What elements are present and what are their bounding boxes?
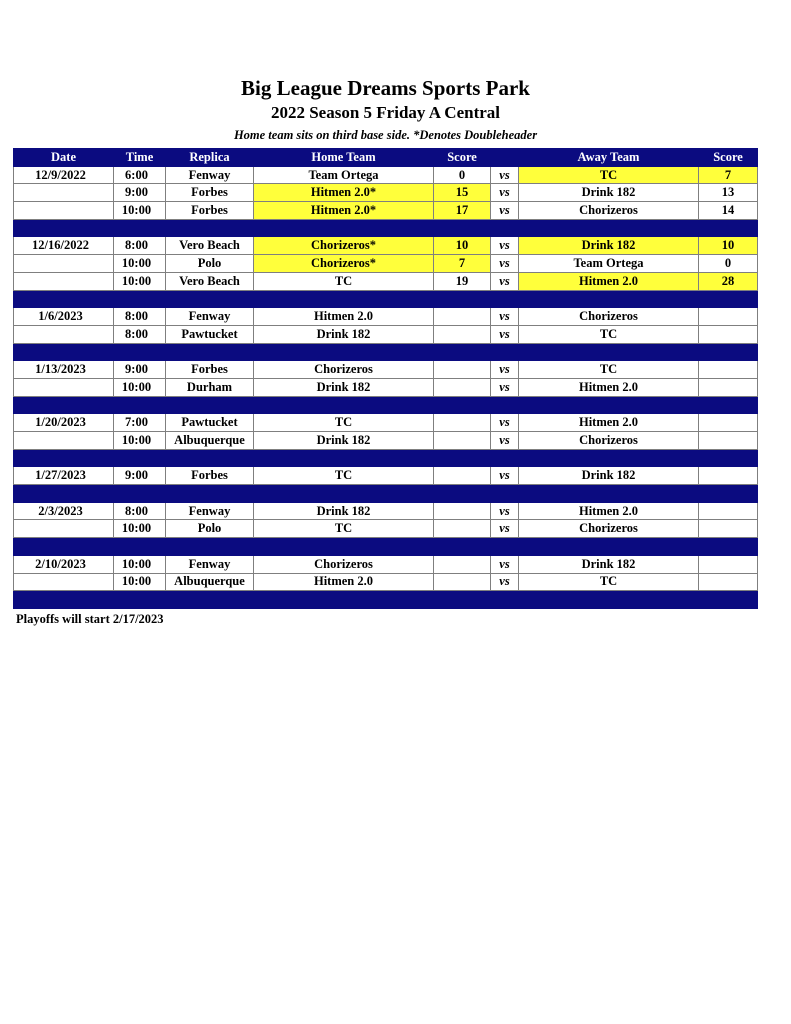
- cell-home-score: [434, 502, 491, 520]
- cell-time: 9:00: [114, 467, 166, 485]
- cell-away-team: Chorizeros: [519, 432, 699, 450]
- week-separator-row: [14, 290, 758, 308]
- cell-replica: Fenway: [166, 555, 254, 573]
- cell-home-score: [434, 308, 491, 326]
- cell-away-team: Drink 182: [519, 555, 699, 573]
- cell-time: 10:00: [114, 573, 166, 591]
- cell-date: 1/27/2023: [14, 467, 114, 485]
- cell-replica: Albuquerque: [166, 432, 254, 450]
- cell-away-team: TC: [519, 325, 699, 343]
- col-header-home-score: Score: [434, 149, 491, 167]
- separator-cell: [699, 485, 758, 503]
- separator-cell: [491, 449, 519, 467]
- separator-cell: [14, 396, 114, 414]
- cell-date: [14, 573, 114, 591]
- separator-cell: [166, 290, 254, 308]
- cell-home-team: Chorizeros*: [254, 255, 434, 273]
- cell-replica: Pawtucket: [166, 325, 254, 343]
- table-row: [14, 555, 758, 573]
- cell-vs: vs: [491, 361, 519, 379]
- week-separator-row: [14, 449, 758, 467]
- cell-away-team: Chorizeros: [519, 202, 699, 220]
- cell-away-score: 0: [699, 255, 758, 273]
- col-header-date: Date: [14, 149, 114, 167]
- table-row: [14, 184, 758, 202]
- separator-cell: [699, 396, 758, 414]
- separator-cell: [519, 219, 699, 237]
- cell-home-team: TC: [254, 272, 434, 290]
- cell-vs: vs: [491, 467, 519, 485]
- cell-replica: Fenway: [166, 166, 254, 184]
- table-row: [14, 573, 758, 591]
- page-subtitle: 2022 Season 5 Friday A Central: [270, 103, 501, 122]
- separator-cell: [166, 538, 254, 556]
- col-header-replica: Replica: [166, 149, 254, 167]
- separator-cell: [166, 219, 254, 237]
- cell-away-score: 13: [699, 184, 758, 202]
- table-row: [14, 202, 758, 220]
- cell-vs: vs: [491, 432, 519, 450]
- separator-cell: [166, 591, 254, 609]
- cell-home-team: Hitmen 2.0*: [254, 184, 434, 202]
- cell-replica: Fenway: [166, 502, 254, 520]
- separator-cell: [114, 290, 166, 308]
- cell-away-score: [699, 555, 758, 573]
- separator-cell: [166, 485, 254, 503]
- cell-away-score: [699, 361, 758, 379]
- cell-date: [14, 202, 114, 220]
- cell-time: 10:00: [114, 272, 166, 290]
- cell-home-score: [434, 325, 491, 343]
- cell-date: 1/20/2023: [14, 414, 114, 432]
- cell-time: 9:00: [114, 184, 166, 202]
- separator-cell: [434, 219, 491, 237]
- cell-away-team: Hitmen 2.0: [519, 272, 699, 290]
- col-header-away-team: Away Team: [519, 149, 699, 167]
- table-row: [14, 272, 758, 290]
- cell-home-score: 19: [434, 272, 491, 290]
- separator-cell: [14, 538, 114, 556]
- cell-away-team: Hitmen 2.0: [519, 502, 699, 520]
- separator-cell: [491, 538, 519, 556]
- separator-cell: [491, 485, 519, 503]
- separator-cell: [114, 485, 166, 503]
- cell-vs: vs: [491, 308, 519, 326]
- separator-cell: [114, 396, 166, 414]
- cell-home-team: TC: [254, 414, 434, 432]
- separator-cell: [491, 591, 519, 609]
- cell-home-team: TC: [254, 520, 434, 538]
- cell-vs: vs: [491, 502, 519, 520]
- cell-time: 10:00: [114, 555, 166, 573]
- col-header-time: Time: [114, 149, 166, 167]
- cell-time: 8:00: [114, 502, 166, 520]
- separator-cell: [434, 449, 491, 467]
- separator-cell: [434, 485, 491, 503]
- separator-cell: [114, 538, 166, 556]
- schedule-table: [13, 148, 758, 609]
- cell-away-team: TC: [519, 573, 699, 591]
- cell-away-team: Team Ortega: [519, 255, 699, 273]
- separator-cell: [254, 485, 434, 503]
- cell-away-score: [699, 378, 758, 396]
- col-header-home-team: Home Team: [254, 149, 434, 167]
- cell-time: 10:00: [114, 432, 166, 450]
- separator-cell: [491, 290, 519, 308]
- cell-home-score: [434, 378, 491, 396]
- separator-cell: [434, 396, 491, 414]
- cell-replica: Pawtucket: [166, 414, 254, 432]
- cell-date: [14, 325, 114, 343]
- cell-away-score: 7: [699, 166, 758, 184]
- cell-home-team: Chorizeros*: [254, 237, 434, 255]
- separator-cell: [434, 290, 491, 308]
- cell-home-team: Drink 182: [254, 325, 434, 343]
- separator-cell: [114, 343, 166, 361]
- separator-cell: [699, 343, 758, 361]
- cell-away-score: [699, 414, 758, 432]
- cell-date: 1/13/2023: [14, 361, 114, 379]
- table-row: [14, 414, 758, 432]
- cell-replica: Forbes: [166, 467, 254, 485]
- separator-cell: [254, 290, 434, 308]
- cell-away-team: TC: [519, 361, 699, 379]
- cell-replica: Polo: [166, 520, 254, 538]
- table-row: [14, 467, 758, 485]
- schedule-body: [14, 166, 758, 608]
- cell-replica: Fenway: [166, 308, 254, 326]
- separator-cell: [254, 538, 434, 556]
- cell-time: 7:00: [114, 414, 166, 432]
- cell-replica: Vero Beach: [166, 237, 254, 255]
- cell-home-team: Drink 182: [254, 502, 434, 520]
- table-row: [14, 520, 758, 538]
- cell-away-score: [699, 432, 758, 450]
- page-title: Big League Dreams Sports Park: [241, 76, 530, 100]
- cell-date: [14, 520, 114, 538]
- cell-home-score: [434, 432, 491, 450]
- separator-cell: [14, 485, 114, 503]
- separator-cell: [254, 591, 434, 609]
- separator-cell: [14, 343, 114, 361]
- separator-cell: [699, 449, 758, 467]
- cell-replica: Forbes: [166, 184, 254, 202]
- cell-away-score: 28: [699, 272, 758, 290]
- cell-date: [14, 378, 114, 396]
- cell-date: [14, 272, 114, 290]
- separator-cell: [114, 591, 166, 609]
- cell-vs: vs: [491, 325, 519, 343]
- cell-date: 2/3/2023: [14, 502, 114, 520]
- separator-cell: [254, 343, 434, 361]
- cell-home-score: 17: [434, 202, 491, 220]
- table-row: [14, 166, 758, 184]
- week-separator-row: [14, 538, 758, 556]
- separator-cell: [114, 219, 166, 237]
- cell-away-score: 10: [699, 237, 758, 255]
- cell-home-score: 7: [434, 255, 491, 273]
- week-separator-row: [14, 396, 758, 414]
- separator-cell: [14, 449, 114, 467]
- separator-cell: [434, 538, 491, 556]
- cell-date: [14, 184, 114, 202]
- cell-vs: vs: [491, 520, 519, 538]
- cell-replica: Forbes: [166, 202, 254, 220]
- cell-time: 6:00: [114, 166, 166, 184]
- cell-home-team: Chorizeros: [254, 361, 434, 379]
- week-separator-row: [14, 485, 758, 503]
- cell-away-team: Hitmen 2.0: [519, 378, 699, 396]
- table-header-row: [14, 149, 758, 167]
- separator-cell: [699, 290, 758, 308]
- cell-away-team: Chorizeros: [519, 308, 699, 326]
- table-row: [14, 361, 758, 379]
- separator-cell: [254, 396, 434, 414]
- cell-home-score: 10: [434, 237, 491, 255]
- separator-cell: [166, 343, 254, 361]
- table-row: [14, 237, 758, 255]
- col-header-vs: [491, 149, 519, 167]
- separator-cell: [166, 449, 254, 467]
- cell-time: 10:00: [114, 378, 166, 396]
- col-header-away-score: Score: [699, 149, 758, 167]
- cell-home-score: 0: [434, 166, 491, 184]
- cell-replica: Forbes: [166, 361, 254, 379]
- cell-away-score: [699, 502, 758, 520]
- cell-home-score: [434, 467, 491, 485]
- cell-home-team: Hitmen 2.0: [254, 308, 434, 326]
- table-row: [14, 325, 758, 343]
- cell-home-score: [434, 555, 491, 573]
- cell-home-score: [434, 520, 491, 538]
- cell-time: 10:00: [114, 520, 166, 538]
- cell-replica: Durham: [166, 378, 254, 396]
- cell-home-team: Hitmen 2.0: [254, 573, 434, 591]
- cell-vs: vs: [491, 184, 519, 202]
- separator-cell: [519, 396, 699, 414]
- separator-cell: [14, 290, 114, 308]
- cell-home-team: Drink 182: [254, 378, 434, 396]
- separator-cell: [491, 396, 519, 414]
- separator-cell: [14, 591, 114, 609]
- separator-cell: [519, 449, 699, 467]
- cell-vs: vs: [491, 255, 519, 273]
- cell-home-team: Drink 182: [254, 432, 434, 450]
- cell-home-team: TC: [254, 467, 434, 485]
- cell-away-team: Chorizeros: [519, 520, 699, 538]
- separator-cell: [491, 343, 519, 361]
- separator-cell: [519, 343, 699, 361]
- separator-cell: [114, 449, 166, 467]
- cell-home-score: [434, 573, 491, 591]
- cell-away-team: Drink 182: [519, 184, 699, 202]
- cell-away-score: [699, 520, 758, 538]
- cell-time: 10:00: [114, 255, 166, 273]
- cell-time: 8:00: [114, 308, 166, 326]
- separator-cell: [699, 219, 758, 237]
- separator-cell: [434, 343, 491, 361]
- table-row: [14, 308, 758, 326]
- cell-away-team: Drink 182: [519, 467, 699, 485]
- cell-date: 12/9/2022: [14, 166, 114, 184]
- cell-time: 10:00: [114, 202, 166, 220]
- cell-vs: vs: [491, 378, 519, 396]
- cell-away-score: [699, 325, 758, 343]
- cell-home-team: Chorizeros: [254, 555, 434, 573]
- separator-cell: [699, 538, 758, 556]
- separator-cell: [519, 485, 699, 503]
- cell-away-score: [699, 573, 758, 591]
- separator-cell: [519, 538, 699, 556]
- cell-home-score: 15: [434, 184, 491, 202]
- separator-cell: [491, 219, 519, 237]
- separator-cell: [166, 396, 254, 414]
- cell-replica: Polo: [166, 255, 254, 273]
- separator-cell: [254, 219, 434, 237]
- cell-away-team: Drink 182: [519, 237, 699, 255]
- cell-home-team: Hitmen 2.0*: [254, 202, 434, 220]
- cell-vs: vs: [491, 272, 519, 290]
- cell-date: 1/6/2023: [14, 308, 114, 326]
- separator-cell: [254, 449, 434, 467]
- table-row: [14, 378, 758, 396]
- cell-vs: vs: [491, 166, 519, 184]
- cell-home-score: [434, 361, 491, 379]
- cell-away-score: 14: [699, 202, 758, 220]
- cell-home-team: Team Ortega: [254, 166, 434, 184]
- cell-time: 8:00: [114, 325, 166, 343]
- separator-cell: [434, 591, 491, 609]
- separator-cell: [14, 219, 114, 237]
- week-separator-row: [14, 591, 758, 609]
- cell-away-score: [699, 308, 758, 326]
- week-separator-row: [14, 343, 758, 361]
- separator-cell: [519, 290, 699, 308]
- cell-vs: vs: [491, 555, 519, 573]
- cell-vs: vs: [491, 414, 519, 432]
- table-row: [14, 502, 758, 520]
- separator-cell: [519, 591, 699, 609]
- cell-replica: Vero Beach: [166, 272, 254, 290]
- cell-vs: vs: [491, 202, 519, 220]
- table-row: [14, 432, 758, 450]
- cell-date: [14, 432, 114, 450]
- cell-away-team: TC: [519, 166, 699, 184]
- cell-time: 9:00: [114, 361, 166, 379]
- cell-away-score: [699, 467, 758, 485]
- footer-note: Playoffs will start 2/17/2023: [16, 612, 164, 626]
- cell-replica: Albuquerque: [166, 573, 254, 591]
- cell-away-team: Hitmen 2.0: [519, 414, 699, 432]
- cell-vs: vs: [491, 573, 519, 591]
- cell-date: 2/10/2023: [14, 555, 114, 573]
- page-note: Home team sits on third base side. *Denotes Doubleheader: [233, 128, 538, 142]
- separator-cell: [699, 591, 758, 609]
- cell-date: [14, 255, 114, 273]
- week-separator-row: [14, 219, 758, 237]
- cell-vs: vs: [491, 237, 519, 255]
- cell-time: 8:00: [114, 237, 166, 255]
- cell-home-score: [434, 414, 491, 432]
- cell-date: 12/16/2022: [14, 237, 114, 255]
- table-row: [14, 255, 758, 273]
